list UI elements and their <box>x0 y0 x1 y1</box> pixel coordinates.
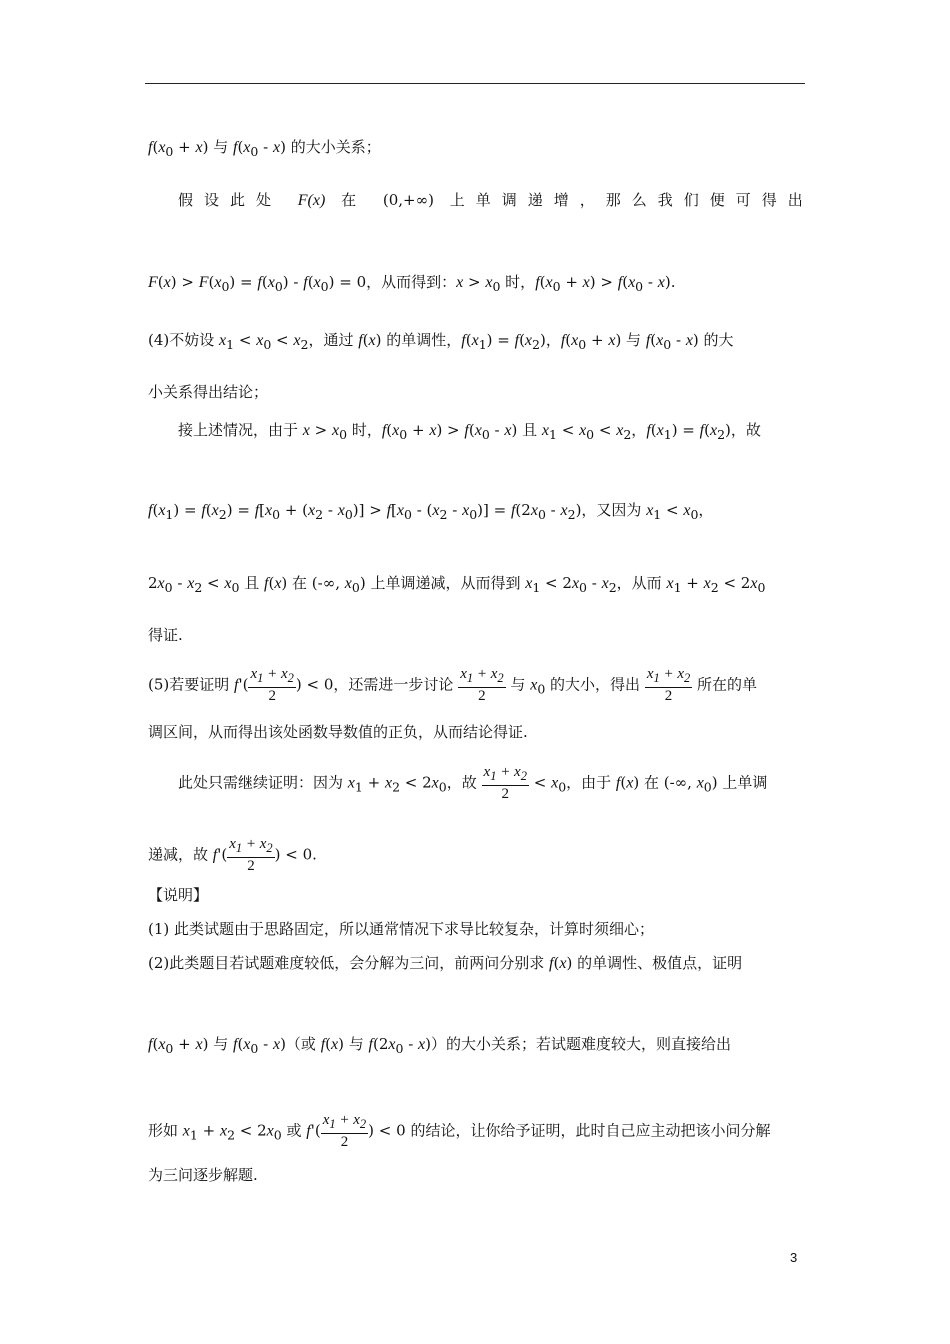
text-line-2: 假设此处 F(x) 在 (0,+∞) 上单调递增，那么我们便可得出 <box>178 191 814 209</box>
text-line-3: $F(x) > F(x_0) = f(x_0) - f(x_0) = 0$，从而得到：$x > x_0$ 时，$f(x_0 + x) > f(x_0 - x)$. <box>148 273 676 294</box>
text-line-5: 小关系得出结论； <box>148 383 269 401</box>
text-line-6: 接上述情况，由于 $x > x_0$ 时，$f(x_0 + x) > f(x_0 - x)$ 且 $x_1 < x_0 < x_2$，$f(x_1) = f(x_2)$，故 <box>178 421 761 442</box>
text-line-11: 调区间，从而得出该处函数导数值的正负，从而结论得证. <box>148 723 528 741</box>
text-line-9: 得证. <box>148 626 183 644</box>
text-line-18: 形如 $x_1 + x_2 < 2x_0$ 或 f'( $\frac{x_1 + x_2}{2}$ ) < 0 的结论，让你给予证明，此时自己应主动把该小问分解 <box>148 1112 771 1150</box>
text-line-14: 【说明】 <box>148 886 209 904</box>
page-number: 3 <box>790 1250 798 1265</box>
text-line-7: $f(x_1) = f(x_2) = f[x_0 + (x_2 - x_0)] > f[x_0 - (x_2 - x_0)] = f(2x_0 - x_2)$，又因为 $x_1 < x_0$， <box>148 501 714 522</box>
text-line-12: 此处只需继续证明：因为 $x_1 + x_2 < 2x_0$，故 $\frac{x_1 + x_2}{2}$ < $x_0$，由于 f(x) 在 (-∞, $x_0$) 上单调 <box>178 764 768 802</box>
text-line-8: $2x_0 - x_2 < x_0$ 且 f(x) 在 (-∞, $x_0$) 上单调递减，从而得到 $x_1 < 2x_0 - x_2$，从而 $x_1 + x_2 < 2x_0$ <box>148 574 766 595</box>
header-rule <box>145 83 805 84</box>
text-line-15: (1) 此类试题由于思路固定，所以通常情况下求导比较复杂，计算时须细心； <box>148 920 655 938</box>
text-line-19: 为三问逐步解题. <box>148 1166 258 1184</box>
text-line-16: (2)此类题目若试题难度较低，会分解为三问，前两问分别求 f(x) 的单调性、极值点，证明 <box>148 954 743 972</box>
text-line-1: $f(x_0 + x)$ 与 $f(x_0 - x)$ 的大小关系； <box>148 138 381 159</box>
text-line-17: $f(x_0 + x)$ 与 $f(x_0 - x)$（或 f(x) 与 $f(2x_0 - x)$）的大小关系；若试题难度较大，则直接给出 <box>148 1035 732 1056</box>
text-line-4: (4)不妨设 $x_1 < x_0 < x_2$，通过 f(x) 的单调性，$f(x_1) = f(x_2)$，$f(x_0 + x)$ 与 $f(x_0 - x)$ 的大 <box>148 331 734 352</box>
text-line-13: 递减，故 f'( $\frac{x_1 + x_2}{2}$ ) < 0. <box>148 836 317 874</box>
text-line-10: (5)若要证明 f'( $\frac{x_1 + x_2}{2}$ ) < 0，还需进一步讨论 $\frac{x_1 + x_2}{2}$ 与 $x_0$ 的大小，得出 $\frac{x_1 + x_2}{2}$ 所在的单 <box>148 666 758 704</box>
